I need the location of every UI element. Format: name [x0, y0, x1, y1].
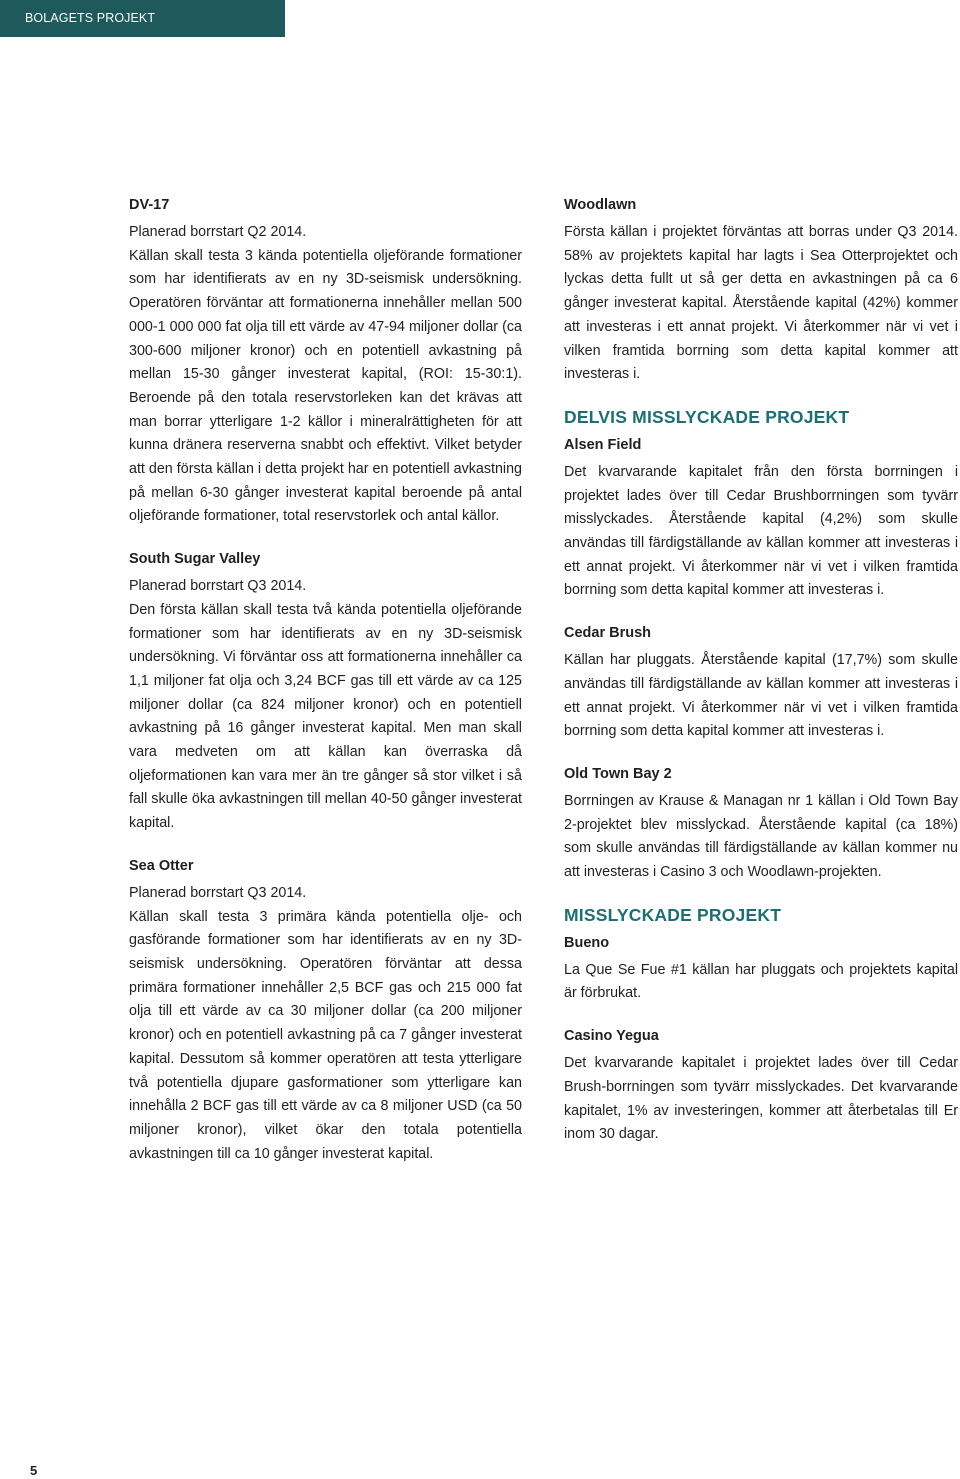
project-title: Woodlawn: [564, 197, 637, 213]
project-dv17: [129, 194, 522, 529]
project-sea-otter: [129, 855, 522, 1166]
project-title: Cedar Brush: [564, 625, 652, 642]
project-description: La Que Se Fue #1 källan har pluggats och projektets kapital är förbrukat.: [564, 961, 958, 1002]
right-column: [564, 194, 958, 1166]
section-header-tab: [0, 0, 285, 37]
project-casino-yegua: [564, 1025, 958, 1147]
project-description: Första källan i projektet förväntas att borras under Q3 2014. 58% av projektets kapital har lagts i Sea Otterprojektet och lyckas detta fullt ut så ger detta en avkastningen på ca 6 gånger investerat kapital. Återstående kapital (42%) kommer att investeras i ett annat projekt. Vi återkommer när vi vet i vilken framtida borrning som detta kapital kommer att investeras i.: [564, 224, 958, 383]
project-planned-start: Planerad borrstart Q3 2014.: [129, 884, 307, 901]
project-title: Old Town Bay 2: [564, 765, 672, 782]
project-title: Bueno: [564, 934, 610, 951]
project-description: Källan skall testa 3 kända potentiella oljeförande formationer som har identifierats av en ny 3D-seismisk undersökning. Operatören förväntar att formationerna innehåller mellan 500 000-1 000 000 fat olja till ett värde av 47-94 miljoner dollar (ca 300-600 miljoner kronor) och en potentiell avkastning på mellan 15-30 gånger investerat kapital, (ROI: 15-30:1). Beroende på den totala reservstorleken kan det krävas att man borrar ytterligare 1-2 källor i mineralrättigheten för att kunna dränera reserverna snabbt och effektivt. Vilket betyder att den första källan i detta projekt har en potentiell avkastning på mellan 6-30 gånger investerat kapital beroende på antal oljeförande formationer, total reservstorlek och antal källor.: [129, 247, 522, 525]
project-description: Källan har pluggats. Återstående kapital (17,7%) som skulle användas till färdigställande av källan kommer att investeras i ett annat projekt. Vi återkommer när vi vet i vilken framtida borrning som detta kapital kommer att investeras i.: [564, 652, 958, 740]
project-description: Det kvarvarande kapitalet från den första borrningen i projektet lades över till Cedar Brushborrningen som tyvärr misslyckades. Återstående kapital (4,2%) som skulle användas till färdigställande av källan kommer att investeras i ett annat projekt. Vi återkommer när vi vet i vilken framtida borrning som detta kapital kommer att investeras i.: [564, 463, 958, 599]
project-title: South Sugar Valley: [129, 551, 261, 568]
project-planned-start: Planerad borrstart Q3 2014.: [129, 578, 307, 595]
failed-projects-heading: MISSLYCKADE PROJEKT: [564, 904, 782, 925]
left-column: [129, 194, 522, 1185]
partially-failed-heading: DELVIS MISSLYCKADE PROJEKT: [564, 406, 850, 427]
project-description: Källan skall testa 3 primära kända potentiella olje- och gasförande formationer som har identifierats av en ny 3D-seismisk undersökning. Operatören förväntar att dessa primära formationer innehåller 2,5 BCF gas och 215 000 fat olja till ett värde av ca 30 miljoner dollar (ca 200 miljoner kronor) och en potentiell avkastning på ca 7 gånger investerat kapital. Dessutom så kommer operatören att testa ytterligare två potentiella djupare gasformationer som ytterligare kan innehålla 2 BCF gas till ett värde av ca 8 miljoner USD (ca 50 miljoner kronor), vilket ökar den totala potentiella avkastningen till ca 10 gånger investerat kapital.: [129, 908, 522, 1162]
project-description: Borrningen av Krause & Managan nr 1 källan i Old Town Bay 2-projektet blev misslyckad. Återstående kapital (ca 18%) som skulle användas till färdigställande av källan kommer nu att investeras i Casino 3 och Woodlawn-projekten.: [564, 792, 958, 881]
project-south-sugar-valley: [129, 548, 522, 836]
project-bueno: [564, 932, 958, 1006]
project-title: Alsen Field: [564, 436, 642, 453]
project-description: Den första källan skall testa två kända potentiella oljeförande formationer som har identifierats av en ny 3D-seismisk undersökning. Vi förväntar oss att formationerna innehåller ca 1,1 miljoner fat olja och 3,24 BCF gas till ett värde av ca 125 miljoner dollar (ca 824 miljoner kronor) och en potentiell avkastning på 16 gånger investerat kapital. Men man skall vara medveten om att källan kan överraska då oljeformationen kan vara mer än tre gånger så stor vilket i så fall skulle öka avkastningen till mellan 40-50 gånger investerat kapital.: [129, 601, 522, 832]
project-title: Sea Otter: [129, 857, 194, 874]
project-old-town-bay-2: [564, 763, 958, 885]
project-planned-start: Planerad borrstart Q2 2014.: [129, 224, 307, 240]
project-title: Casino Yegua: [564, 1028, 659, 1045]
project-alsen-field: [564, 434, 958, 603]
project-woodlawn: [564, 194, 958, 387]
project-title: DV-17: [129, 197, 170, 213]
project-description: Det kvarvarande kapitalet i projektet lades över till Cedar Brush-borrningen som tyvärr misslyckades. Det kvarvarande kapitalet, 1% av investeringen, kommer att återbetalas till Er inom 30 dagar.: [564, 1055, 958, 1143]
page-number: 5: [30, 1463, 38, 1478]
section-label: BOLAGETS PROJEKT: [25, 11, 156, 25]
project-cedar-brush: [564, 622, 958, 744]
